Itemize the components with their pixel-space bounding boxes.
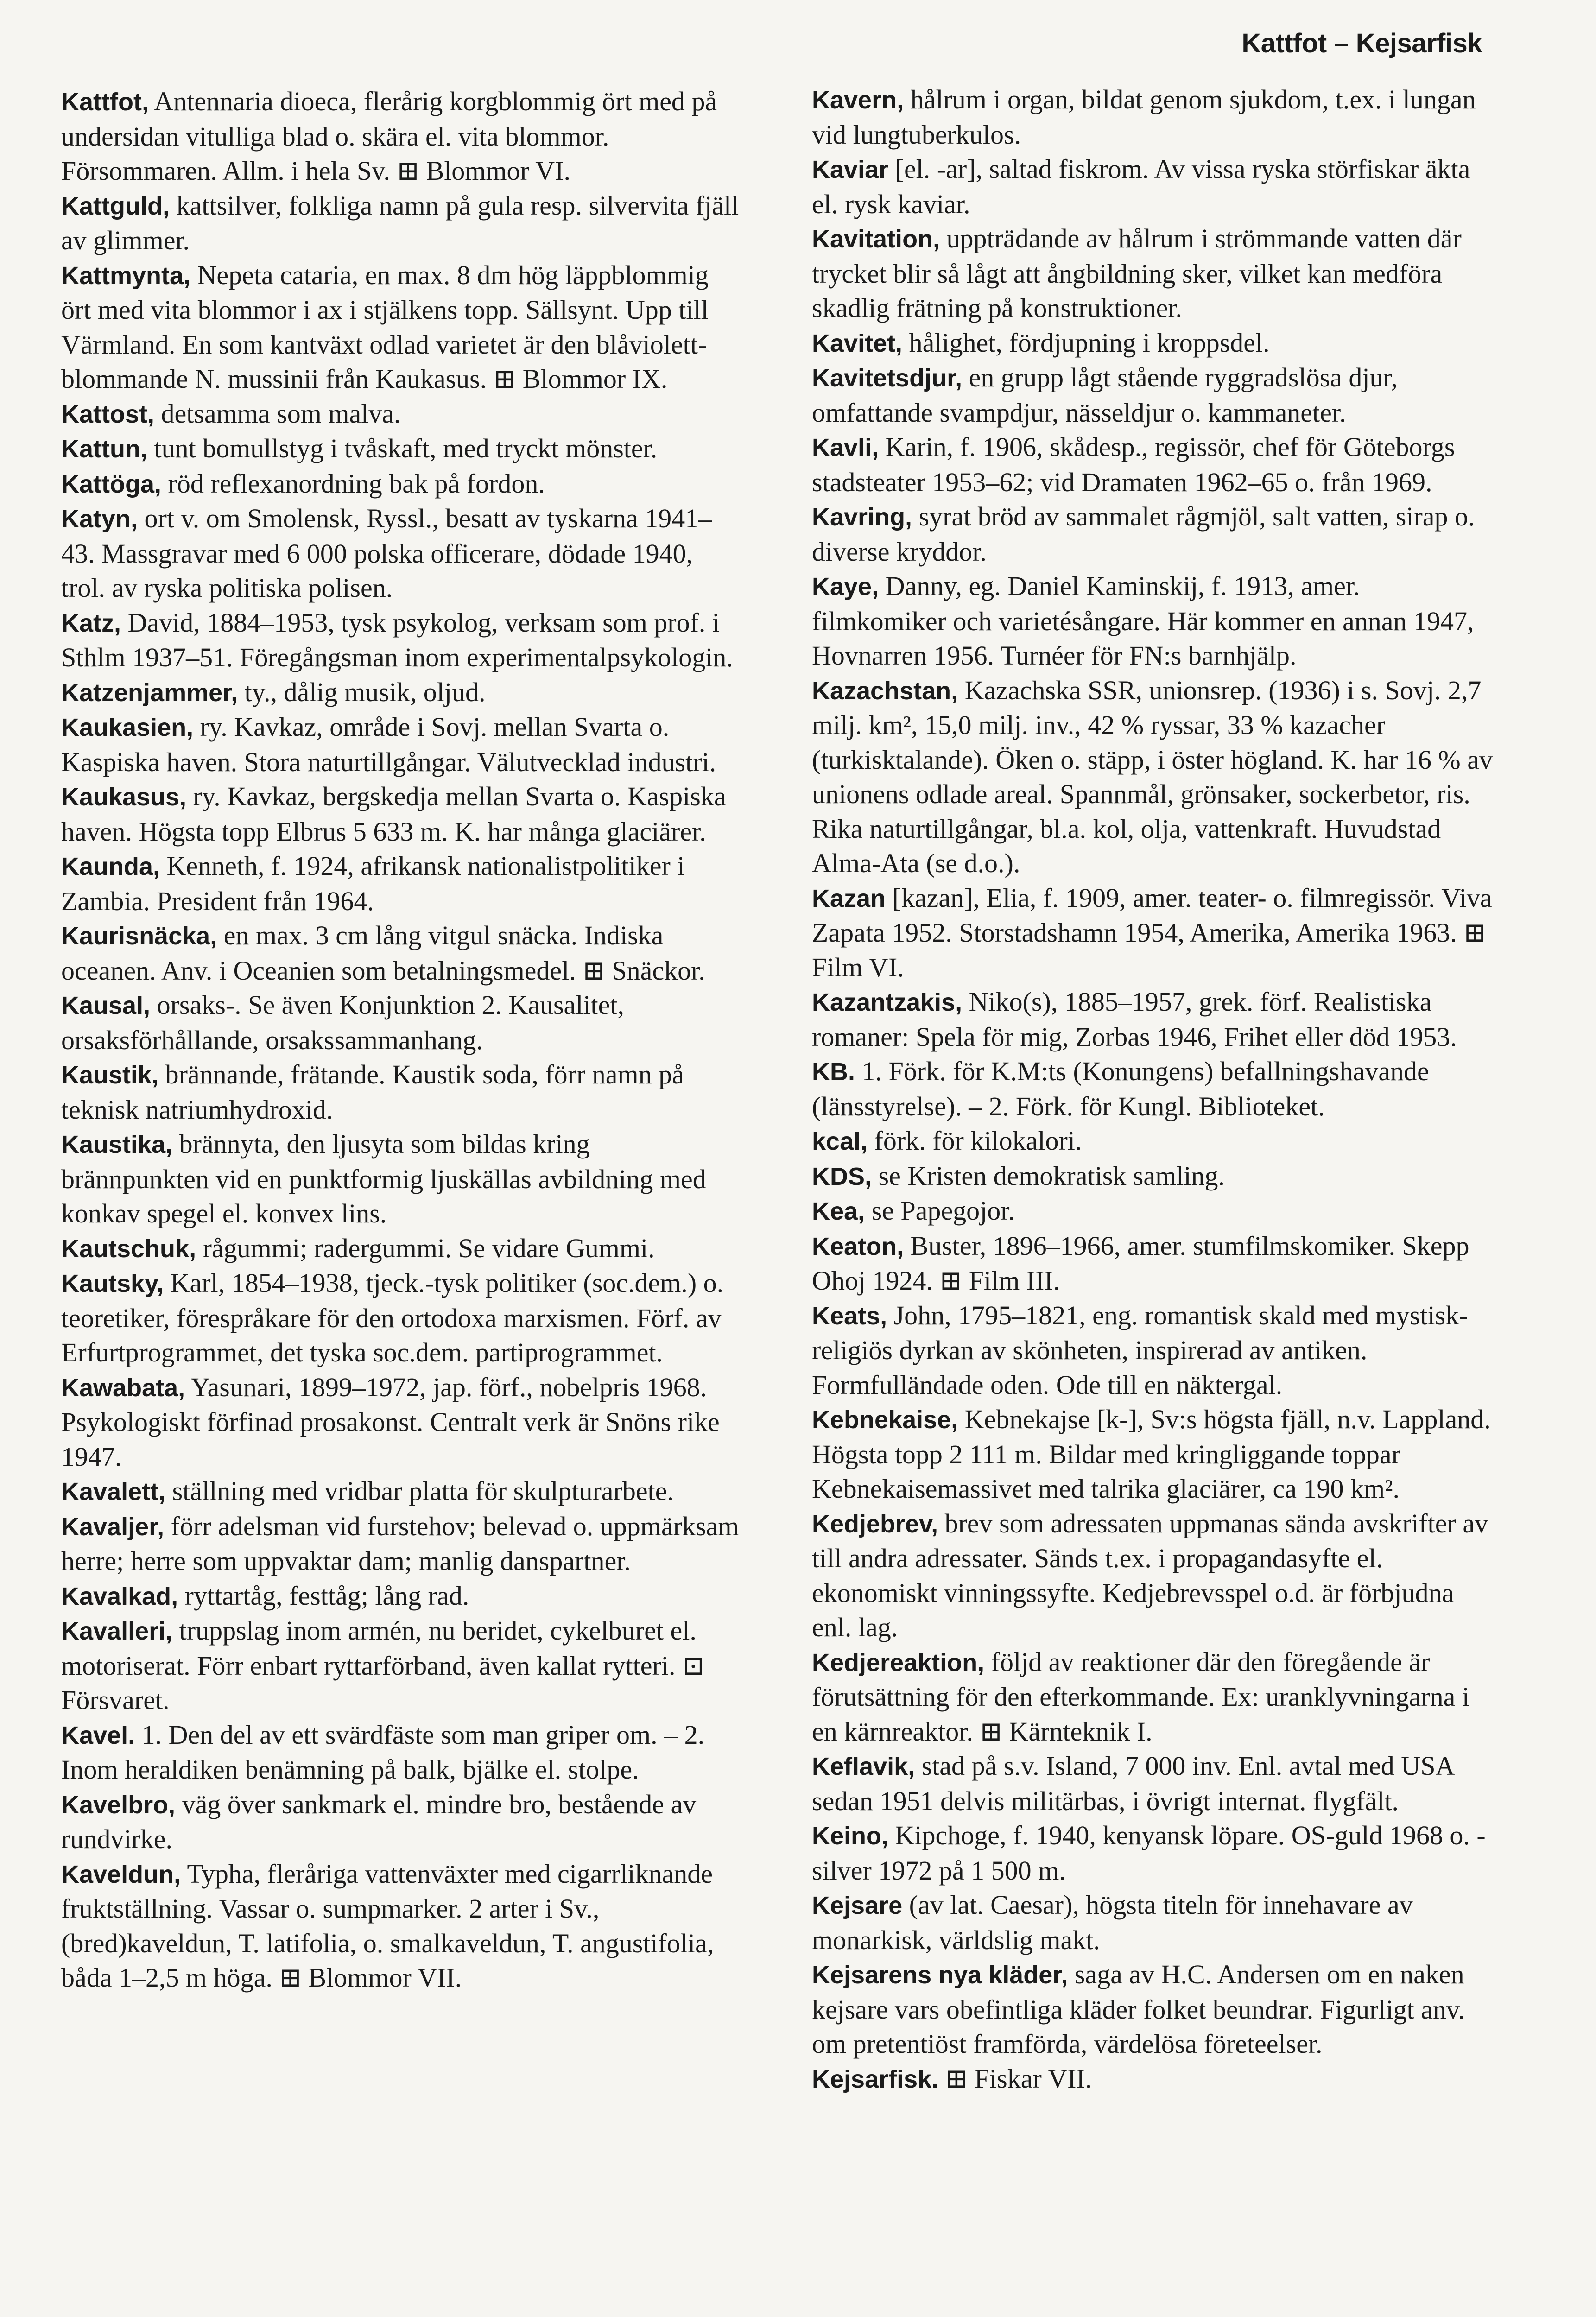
dictionary-entry [812,985,1493,1054]
entry-text: Nepeta cataria, en max. 8 dm hög läppblommig ört med vita blommor i ax i stjälkens topp. Sällsynt. Upp till Värmland. En som kantväxt odlad varietet är den blåviolettblommande N. mussinii från Kaukasus. ⊞ Blommor IX. [61,260,709,394]
entry-text: ⊞ Fiskar VII. [945,2063,1092,2094]
entry-text: Karl, 1854–1938, tjeck.-tysk politiker (soc.dem.) o. teoretiker, förespråkare för den ortodoxa marxismen. Förf. av Erfurtprogrammet, det tyska soc.dem. partiprogrammet. [61,1268,724,1367]
entry-text: Kenneth, f. 1924, afrikansk nationalistpolitiker i Zambia. President från 1964. [61,851,685,916]
entry-headword: Kautschuk, [61,1234,196,1263]
dictionary-entry [61,467,742,502]
dictionary-entry [61,849,742,918]
entry-headword: Kavelbro, [61,1791,176,1819]
entry-headword: KDS, [812,1162,872,1190]
entry-headword: Kavaljer, [61,1513,165,1541]
entry-headword: Kavern, [812,86,904,114]
entry-text: ryttartåg, festtåg; lång rad. [184,1580,469,1611]
entry-headword: Kavring, [812,503,912,531]
entry-headword: Kedjereaktion, [812,1648,985,1677]
entry-text: Typha, fleråriga vattenväxter med cigarrliknande fruktställning. Vassar o. sumpmarker. 2 arter i Sv., (bred)kaveldun, T. latifolia, o. smalkaveldun, T. angustifolia, båda 1–2,5 m höga. ⊞ Blommor VII. [61,1858,714,1993]
entry-headword: Kausal, [61,992,151,1019]
left-column [61,84,742,1995]
entry-text: följd av reaktioner där den föregående är förutsättning för den efterkommande. Ex: uranklyvningarna i en kärnreaktor. ⊞ Kärnteknik I. [812,1646,1469,1747]
entry-text: Kipchoge, f. 1940, kenyansk löpare. OS-guld 1968 o. -silver 1972 på 1 500 m. [812,1820,1486,1886]
dictionary-entry [812,881,1493,985]
entry-text: väg över sankmark el. mindre bro, bestående av rundvirke. [61,1789,697,1854]
entry-text: se Papegojor. [871,1196,1015,1226]
dictionary-entry [812,1159,1493,1194]
dictionary-entry [812,222,1493,326]
entry-text: stad på s.v. Island, 7 000 inv. Enl. avtal med USA sedan 1951 delvis militärbas, i övrigt internat. flygfält. [812,1751,1454,1816]
dictionary-entry [61,431,742,467]
entry-text: [el. -ar], saltad fiskrom. Av vissa ryska störfiskar äkta el. rysk kaviar. [812,154,1470,219]
entry-text: detsamma som malva. [161,398,401,429]
entry-text: orsaks-. Se även Konjunktion 2. Kausalitet, orsaksförhållande, orsakssammanhang. [61,990,624,1055]
entry-headword: Kawabata, [61,1374,185,1402]
entry-text: John, 1795–1821, eng. romantisk skald med mystisk-religiös dyrkan av skönheten, inspirerad av antiken. Formfulländade oden. Ode till en näktergal. [812,1300,1468,1400]
entry-headword: Kaukasus, [61,783,187,811]
dictionary-entry [812,569,1493,673]
dictionary-entry [812,2062,1493,2097]
entry-text: hålighet, fördjupning i kroppsdel. [909,327,1270,358]
dictionary-entry [61,1231,742,1266]
entry-headword: Kejsarens nya kläder, [812,1961,1068,1989]
entry-headword: Kattmynta, [61,261,191,290]
entry-headword: Kavitet, [812,329,903,357]
dictionary-entry [812,152,1493,222]
dictionary-entry [61,779,742,849]
entry-text: 1. Förk. för K.M:ts (Konungens) befallningshavande (länsstyrelse). – 2. Förk. för Kungl. Biblioteket. [812,1056,1429,1121]
entry-headword: Kattfot, [61,88,149,116]
entry-headword: Kea, [812,1197,865,1225]
entry-text: syrat bröd av sammalet rågmjöl, salt vatten, sirap o. diverse kryddor. [812,501,1475,567]
entry-headword: Kaurisnäcka, [61,922,217,950]
dictionary-entry [61,1370,742,1475]
dictionary-entry [61,918,742,988]
entry-text: ry. Kavkaz, bergskedja mellan Svarta o. Kaspiska haven. Högsta topp Elbrus 5 633 m. K. har många glaciärer. [61,781,726,847]
dictionary-entry [812,430,1493,500]
dictionary-entry [61,1857,742,1995]
dictionary-entry [61,501,742,606]
entry-text: David, 1884–1953, tysk psykolog, verksam som prof. i Sthlm 1937–51. Föregångsman inom experimentalpsykologin. [61,607,733,672]
entry-text: Buster, 1896–1966, amer. stumfilmskomiker. Skepp Ohoj 1924. ⊞ Film III. [812,1230,1469,1296]
entry-text: Kazachska SSR, unionsrep. (1936) i s. Sovj. 2,7 milj. km², 15,0 milj. inv., 42 % ryssar, 33 % kazacher (turkisktalande). Öken o. stäpp, i öster högland. K. har 16 % av unionens odlade areal. Spannmål, grönsaker, sockerbetor, ris. Rika naturtillgångar, bl.a. kol, olja, vattenkraft. Huvudstad Alma-Ata (se d.o.). [812,675,1493,878]
entry-text: 1. Den del av ett svärdfäste som man griper om. – 2. Inom heraldiken benämning på balk, bjälke el. stolpe. [61,1719,705,1785]
entry-headword: Katzenjammer, [61,678,238,707]
entry-text: Danny, eg. Daniel Kaminskij, f. 1913, amer. filmkomiker och varietésångare. Här kommer en annan 1947, Hovnarren 1956. Turnéer för FN:s barnhjälp. [812,571,1474,671]
dictionary-entry [812,326,1493,361]
dictionary-entry [61,988,742,1057]
dictionary-entry [812,1888,1493,1957]
entry-headword: Kavel. [61,1721,135,1749]
dictionary-entry [61,1579,742,1614]
dictionary-entry [812,1124,1493,1159]
dictionary-entry [812,500,1493,569]
dictionary-entry [61,606,742,675]
entry-headword: Kaustika, [61,1131,173,1158]
entry-headword: Kattun, [61,435,147,463]
dictionary-entry [61,1266,742,1370]
entry-text: Kebnekajse [k-], Sv:s högsta fjäll, n.v. Lappland. Högsta topp 2 111 m. Bildar med kringliggande toppar Kebnekaisemassivet med talrika glaciärer, ca 190 km². [812,1404,1491,1504]
dictionary-entry [61,710,742,779]
dictionary-entry [812,1054,1493,1124]
entry-headword: kcal, [812,1127,868,1155]
entry-headword: KB. [812,1058,855,1086]
entry-headword: Kattost, [61,400,154,428]
entry-headword: Kaviar [812,156,889,184]
entry-text: ort v. om Smolensk, Ryssl., besatt av tyskarna 1941–43. Massgravar med 6 000 polska officerare, dödade 1940, trol. av ryska politiska polisen. [61,503,712,603]
entry-text: (av lat. Caesar), högsta titeln för innehavare av monarkisk, världslig makt. [812,1890,1413,1955]
entry-text: ry. Kavkaz, område i Sovj. mellan Svarta o. Kaspiska haven. Stora naturtillgångar. Välutvecklad industri. [61,712,716,777]
entry-text: en grupp lågt stående ryggradslösa djur, omfattande svampdjur, nässeldjur o. kammaneter. [812,362,1398,428]
entry-text: saga av H.C. Andersen om en naken kejsare vars obefintliga kläder folket beundrar. Figurligt anv. om pretentiöst framförda, värdelösa företeelser. [812,1959,1465,2059]
dictionary-entry [812,1298,1493,1403]
entry-headword: Kavalkad, [61,1582,178,1610]
dictionary-entry [61,675,742,710]
entry-headword: Kavli, [812,434,879,462]
entry-text: se Kristen demokratisk samling. [878,1160,1225,1191]
dictionary-entry [61,1614,742,1718]
dictionary-entry [812,1229,1493,1298]
entry-headword: Kautsky, [61,1270,164,1298]
dictionary-entry [812,1194,1493,1229]
entry-text: rågummi; radergummi. Se vidare Gummi. [203,1233,655,1263]
dictionary-entry [812,1818,1493,1888]
entry-text: en max. 3 cm lång vitgul snäcka. Indiska oceanen. Anv. i Oceanien som betalningsmedel. ⊞ Snäckor. [61,920,705,986]
entry-text: röd reflexanordning bak på fordon. [168,468,545,499]
entry-headword: Kaye, [812,573,879,601]
entry-text: förk. för kilokalori. [874,1126,1082,1156]
dictionary-entry [812,673,1493,881]
entry-text: brev som adressaten uppmanas sända avskrifter av till andra adressater. Sänds t.ex. i propagandasyfte el. ekonomiskt vinningssyfte. Kedjebrevsspel o.d. är förbjudna enl. lag. [812,1508,1488,1642]
entry-text: Niko(s), 1885–1957, grek. förf. Realistiska romaner: Spela för mig, Zorbas 1946, Frihet eller död 1953. [812,987,1457,1052]
entry-headword: Keaton, [812,1232,904,1260]
entry-headword: Kavitation, [812,225,940,253]
entry-headword: Kavalett, [61,1478,166,1506]
dictionary-entry [61,1474,742,1509]
dictionary-entry [61,84,742,189]
dictionary-entry [812,1749,1493,1818]
entry-headword: Kaukasien, [61,714,194,741]
entry-headword: Kazachstan, [812,677,958,705]
entry-headword: Kazantzakis, [812,988,963,1016]
entry-headword: Kavalleri, [61,1617,173,1645]
entry-headword: Kejsare [812,1892,903,1919]
entry-headword: Katz, [61,609,121,637]
entry-headword: Kaustik, [61,1061,159,1089]
entry-text: tunt bomullstyg i tvåskaft, med tryckt mönster. [154,433,658,463]
dictionary-entry [812,1645,1493,1749]
entry-text: brännyta, den ljusyta som bildas kring brännpunkten vid en punktformig ljuskällas avbildning med konkav spegel el. konvex lins. [61,1129,706,1228]
dictionary-entry [61,1127,742,1231]
running-head: Kattfot – Kejsarfisk [1241,28,1482,58]
entry-text: hålrum i organ, bildat genom sjukdom, t.ex. i lungan vid lungtuberkulos. [812,84,1476,150]
entry-headword: Kazan [812,884,886,912]
entry-headword: Kattöga, [61,470,161,498]
entry-text: Karin, f. 1906, skådesp., regissör, chef för Göteborgs stadsteater 1953–62; vid Dramaten 1962–65 o. från 1969. [812,432,1455,497]
dictionary-entry [812,1507,1493,1645]
dictionary-entry [61,258,742,397]
dictionary-entry [61,1787,742,1857]
entry-headword: Kaveldun, [61,1860,181,1888]
entry-headword: Kejsarfisk. [812,2065,939,2093]
dictionary-entry [812,1402,1493,1507]
entry-text: kattsilver, folkliga namn på gula resp. silvervita fjäll av glimmer. [61,190,739,255]
entry-headword: Keflavik, [812,1753,915,1780]
entry-headword: Kebnekaise, [812,1406,958,1434]
entry-text: Yasunari, 1899–1972, jap. förf., nobelpris 1968. Psykologiskt förfinad prosakonst. Centralt verk är Snöns rike 1947. [61,1372,720,1472]
dictionary-entry [812,361,1493,430]
right-column [812,82,1493,2096]
dictionary-entry [61,1718,742,1787]
entry-headword: Kattguld, [61,192,170,220]
entry-text: Antennaria dioeca, flerårig korgblommig ört med på undersidan vitulliga blad o. skära el. vita blommor. Försommaren. Allm. i hela Sv. ⊞ Blommor VI. [61,86,717,186]
entry-text: uppträdande av hålrum i strömmande vatten där trycket blir så lågt att ångbildning sker, vilket kan medföra skadlig frätning på konstruktioner. [812,223,1462,323]
dictionary-entry [61,397,742,432]
entry-headword: Katyn, [61,505,138,533]
dictionary-entry [61,1057,742,1127]
entry-text: ty., dålig musik, oljud. [244,677,486,707]
entry-text: förr adelsman vid furstehov; belevad o. uppmärksam herre; herre som uppvaktar dam; manlig danspartner. [61,1511,739,1576]
dictionary-entry [61,189,742,258]
entry-text: ställning med vridbar platta för skulpturarbete. [172,1476,674,1506]
entry-headword: Kavitetsdjur, [812,364,963,392]
dictionary-entry [812,1957,1493,2062]
entry-text: truppslag inom armén, nu beridet, cykelburet el. motoriserat. Förr enbart ryttarförband, även kallat rytteri. ⊡ Försvaret. [61,1615,705,1715]
dictionary-entry [812,82,1493,152]
dictionary-entry [61,1509,742,1579]
entry-headword: Keino, [812,1822,889,1850]
entry-headword: Kaunda, [61,853,160,880]
entry-headword: Keats, [812,1302,887,1330]
entry-headword: Kedjebrev, [812,1510,938,1538]
entry-text: brännande, frätande. Kaustik soda, förr namn på teknisk natriumhydroxid. [61,1059,684,1125]
entry-text: [kazan], Elia, f. 1909, amer. teater- o. filmregissör. Viva Zapata 1952. Storstadshamn 1954, Amerika, Amerika 1963. ⊞ Film VI. [812,882,1492,982]
